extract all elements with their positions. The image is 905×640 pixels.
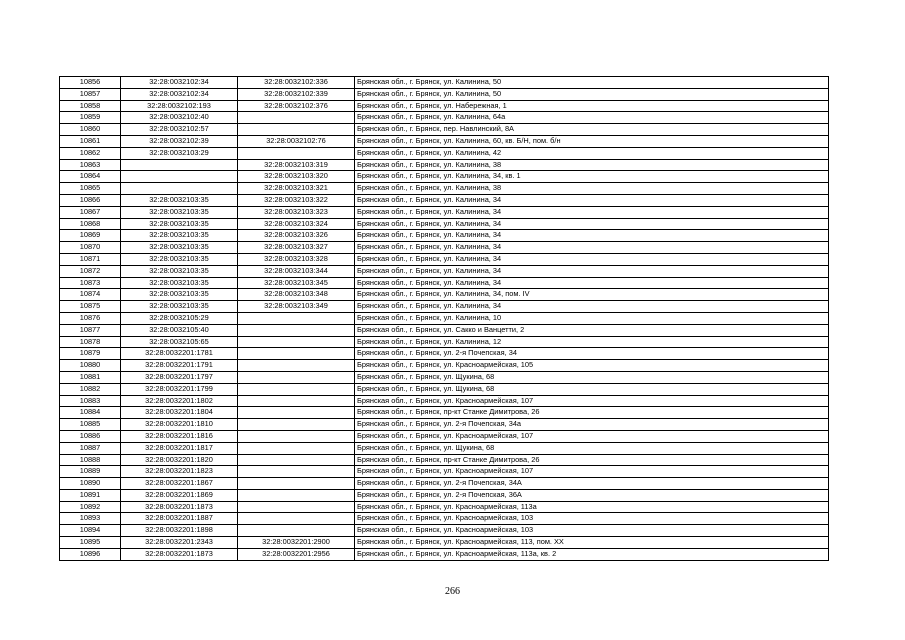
table-row (60, 525, 829, 537)
row-number-cell: 10886 (60, 430, 121, 442)
parcel-cadastral-number-cell: 32:28:0032201:1802 (121, 395, 238, 407)
address-cell: Брянская обл., г. Брянск, ул. Калинина, 34 (355, 253, 829, 265)
object-cadastral-number-cell: 32:28:0032201:2956 (238, 548, 355, 560)
parcel-cadastral-number-cell: 32:28:0032201:1791 (121, 360, 238, 372)
parcel-cadastral-number-cell: 32:28:0032201:1797 (121, 371, 238, 383)
table-row (60, 159, 829, 171)
parcel-cadastral-number-cell: 32:28:0032201:1799 (121, 383, 238, 395)
table-row (60, 513, 829, 525)
parcel-cadastral-number-cell: 32:28:0032103:35 (121, 253, 238, 265)
table-row (60, 324, 829, 336)
address-cell: Брянская обл., г. Брянск, ул. Красноармейская, 113а, кв. 2 (355, 548, 829, 560)
table-row (60, 88, 829, 100)
row-number-cell: 10866 (60, 194, 121, 206)
row-number-cell: 10860 (60, 124, 121, 136)
address-cell: Брянская обл., г. Брянск, пр-кт Станке Димитрова, 26 (355, 454, 829, 466)
address-cell: Брянская обл., г. Брянск, пр-кт Станке Димитрова, 26 (355, 407, 829, 419)
row-number-cell: 10889 (60, 466, 121, 478)
row-number-cell: 10865 (60, 183, 121, 195)
row-number-cell: 10862 (60, 147, 121, 159)
table-row (60, 289, 829, 301)
parcel-cadastral-number-cell: 32:28:0032201:1898 (121, 525, 238, 537)
table-row (60, 407, 829, 419)
row-number-cell: 10868 (60, 218, 121, 230)
address-cell: Брянская обл., г. Брянск, ул. 2-я Почепская, 34 (355, 348, 829, 360)
address-cell: Брянская обл., г. Брянск, ул. Красноармейская, 103 (355, 513, 829, 525)
parcel-cadastral-number-cell: 32:28:0032103:35 (121, 277, 238, 289)
table-row (60, 147, 829, 159)
address-cell: Брянская обл., г. Брянск, ул. Набережная, 1 (355, 100, 829, 112)
object-cadastral-number-cell (238, 501, 355, 513)
address-cell: Брянская обл., г. Брянск, ул. Красноармейская, 107 (355, 395, 829, 407)
parcel-cadastral-number-cell: 32:28:0032102:34 (121, 88, 238, 100)
object-cadastral-number-cell (238, 513, 355, 525)
row-number-cell: 10883 (60, 395, 121, 407)
table-row (60, 124, 829, 136)
address-cell: Брянская обл., г. Брянск, ул. Щукина, 68 (355, 371, 829, 383)
parcel-cadastral-number-cell: 32:28:0032201:1810 (121, 419, 238, 431)
table-row (60, 501, 829, 513)
parcel-cadastral-number-cell (121, 183, 238, 195)
address-cell: Брянская обл., г. Брянск, ул. 2-я Почепская, 34А (355, 478, 829, 490)
table-row (60, 265, 829, 277)
row-number-cell: 10876 (60, 312, 121, 324)
object-cadastral-number-cell: 32:28:0032103:324 (238, 218, 355, 230)
address-cell: Брянская обл., г. Брянск, ул. Калинина, 34 (355, 242, 829, 254)
table-row (60, 454, 829, 466)
address-cell: Брянская обл., г. Брянск, ул. Калинина, 34 (355, 206, 829, 218)
row-number-cell: 10874 (60, 289, 121, 301)
row-number-cell: 10867 (60, 206, 121, 218)
table-row (60, 100, 829, 112)
parcel-cadastral-number-cell: 32:28:0032103:35 (121, 230, 238, 242)
parcel-cadastral-number-cell: 32:28:0032201:1873 (121, 548, 238, 560)
row-number-cell: 10896 (60, 548, 121, 560)
row-number-cell: 10881 (60, 371, 121, 383)
table-row (60, 230, 829, 242)
row-number-cell: 10884 (60, 407, 121, 419)
address-cell: Брянская обл., г. Брянск, ул. 2-я Почепская, 36А (355, 489, 829, 501)
table-row (60, 336, 829, 348)
parcel-cadastral-number-cell: 32:28:0032201:1869 (121, 489, 238, 501)
parcel-cadastral-number-cell: 32:28:0032102:57 (121, 124, 238, 136)
parcel-cadastral-number-cell: 32:28:0032201:1820 (121, 454, 238, 466)
row-number-cell: 10895 (60, 537, 121, 549)
address-cell: Брянская обл., г. Брянск, ул. Калинина, 12 (355, 336, 829, 348)
table-row (60, 112, 829, 124)
object-cadastral-number-cell: 32:28:0032103:327 (238, 242, 355, 254)
parcel-cadastral-number-cell: 32:28:0032103:35 (121, 289, 238, 301)
parcel-cadastral-number-cell: 32:28:0032105:65 (121, 336, 238, 348)
address-cell: Брянская обл., г. Брянск, ул. Калинина, 60, кв. Б/Н, пом. б/н (355, 135, 829, 147)
row-number-cell: 10861 (60, 135, 121, 147)
object-cadastral-number-cell: 32:28:0032102:376 (238, 100, 355, 112)
parcel-cadastral-number-cell: 32:28:0032201:1781 (121, 348, 238, 360)
address-cell: Брянская обл., г. Брянск, ул. Калинина, 50 (355, 77, 829, 89)
row-number-cell: 10878 (60, 336, 121, 348)
address-cell: Брянская обл., г. Брянск, ул. Красноармейская, 107 (355, 430, 829, 442)
table-row (60, 395, 829, 407)
table-row (60, 253, 829, 265)
object-cadastral-number-cell (238, 419, 355, 431)
object-cadastral-number-cell: 32:28:0032103:321 (238, 183, 355, 195)
row-number-cell: 10880 (60, 360, 121, 372)
parcel-cadastral-number-cell: 32:28:0032201:1817 (121, 442, 238, 454)
row-number-cell: 10864 (60, 171, 121, 183)
parcel-cadastral-number-cell: 32:28:0032201:1867 (121, 478, 238, 490)
row-number-cell: 10893 (60, 513, 121, 525)
address-cell: Брянская обл., г. Брянск, ул. Калинина, 38 (355, 159, 829, 171)
object-cadastral-number-cell (238, 525, 355, 537)
parcel-cadastral-number-cell: 32:28:0032102:193 (121, 100, 238, 112)
row-number-cell: 10892 (60, 501, 121, 513)
table-row (60, 489, 829, 501)
address-cell: Брянская обл., г. Брянск, ул. Красноармейская, 113, пом. XX (355, 537, 829, 549)
object-cadastral-number-cell: 32:28:0032103:323 (238, 206, 355, 218)
row-number-cell: 10856 (60, 77, 121, 89)
table-row (60, 183, 829, 195)
parcel-cadastral-number-cell (121, 171, 238, 183)
address-cell: Брянская обл., г. Брянск, ул. Щукина, 68 (355, 442, 829, 454)
address-cell: Брянская обл., г. Брянск, ул. Калинина, 34 (355, 301, 829, 313)
object-cadastral-number-cell: 32:28:0032103:348 (238, 289, 355, 301)
object-cadastral-number-cell (238, 360, 355, 372)
parcel-cadastral-number-cell: 32:28:0032103:35 (121, 301, 238, 313)
address-cell: Брянская обл., г. Брянск, ул. Калинина, 34 (355, 265, 829, 277)
table-row (60, 466, 829, 478)
parcel-cadastral-number-cell: 32:28:0032105:40 (121, 324, 238, 336)
row-number-cell: 10891 (60, 489, 121, 501)
table-row (60, 312, 829, 324)
table-row (60, 371, 829, 383)
parcel-cadastral-number-cell: 32:28:0032102:34 (121, 77, 238, 89)
object-cadastral-number-cell (238, 112, 355, 124)
address-cell: Брянская обл., г. Брянск, ул. Калинина, 50 (355, 88, 829, 100)
table-row (60, 218, 829, 230)
row-number-cell: 10859 (60, 112, 121, 124)
row-number-cell: 10869 (60, 230, 121, 242)
address-cell: Брянская обл., г. Брянск, пер. Навлинский, 8А (355, 124, 829, 136)
table-row (60, 360, 829, 372)
parcel-cadastral-number-cell: 32:28:0032103:35 (121, 206, 238, 218)
object-cadastral-number-cell (238, 407, 355, 419)
object-cadastral-number-cell: 32:28:0032103:322 (238, 194, 355, 206)
table-row (60, 301, 829, 313)
table-row (60, 242, 829, 254)
parcel-cadastral-number-cell (121, 159, 238, 171)
address-cell: Брянская обл., г. Брянск, ул. Красноармейская, 113а (355, 501, 829, 513)
parcel-cadastral-number-cell: 32:28:0032102:39 (121, 135, 238, 147)
object-cadastral-number-cell (238, 336, 355, 348)
object-cadastral-number-cell (238, 124, 355, 136)
object-cadastral-number-cell: 32:28:0032102:339 (238, 88, 355, 100)
object-cadastral-number-cell (238, 147, 355, 159)
row-number-cell: 10857 (60, 88, 121, 100)
table-row (60, 442, 829, 454)
parcel-cadastral-number-cell: 32:28:0032103:35 (121, 265, 238, 277)
parcel-cadastral-number-cell: 32:28:0032103:29 (121, 147, 238, 159)
parcel-cadastral-number-cell: 32:28:0032105:29 (121, 312, 238, 324)
row-number-cell: 10890 (60, 478, 121, 490)
table-row (60, 171, 829, 183)
row-number-cell: 10875 (60, 301, 121, 313)
object-cadastral-number-cell: 32:28:0032201:2900 (238, 537, 355, 549)
object-cadastral-number-cell: 32:28:0032103:319 (238, 159, 355, 171)
parcel-cadastral-number-cell: 32:28:0032201:1873 (121, 501, 238, 513)
object-cadastral-number-cell: 32:28:0032103:344 (238, 265, 355, 277)
registry-table-body (60, 77, 829, 561)
object-cadastral-number-cell: 32:28:0032103:326 (238, 230, 355, 242)
table-row (60, 383, 829, 395)
object-cadastral-number-cell (238, 442, 355, 454)
property-registry-table (59, 76, 829, 561)
row-number-cell: 10882 (60, 383, 121, 395)
object-cadastral-number-cell (238, 312, 355, 324)
row-number-cell: 10858 (60, 100, 121, 112)
table-row (60, 277, 829, 289)
parcel-cadastral-number-cell: 32:28:0032103:35 (121, 218, 238, 230)
object-cadastral-number-cell: 32:28:0032102:336 (238, 77, 355, 89)
address-cell: Брянская обл., г. Брянск, ул. Щукина, 68 (355, 383, 829, 395)
object-cadastral-number-cell (238, 478, 355, 490)
row-number-cell: 10885 (60, 419, 121, 431)
parcel-cadastral-number-cell: 32:28:0032201:1887 (121, 513, 238, 525)
address-cell: Брянская обл., г. Брянск, ул. Калинина, 64а (355, 112, 829, 124)
parcel-cadastral-number-cell: 32:28:0032201:1816 (121, 430, 238, 442)
address-cell: Брянская обл., г. Брянск, ул. Красноармейская, 105 (355, 360, 829, 372)
row-number-cell: 10870 (60, 242, 121, 254)
object-cadastral-number-cell (238, 489, 355, 501)
parcel-cadastral-number-cell: 32:28:0032103:35 (121, 194, 238, 206)
parcel-cadastral-number-cell: 32:28:0032201:1823 (121, 466, 238, 478)
row-number-cell: 10887 (60, 442, 121, 454)
address-cell: Брянская обл., г. Брянск, ул. Сакко и Ванцетти, 2 (355, 324, 829, 336)
table-row (60, 77, 829, 89)
row-number-cell: 10877 (60, 324, 121, 336)
address-cell: Брянская обл., г. Брянск, ул. Калинина, 34 (355, 218, 829, 230)
row-number-cell: 10872 (60, 265, 121, 277)
table-row (60, 194, 829, 206)
parcel-cadastral-number-cell: 32:28:0032201:1804 (121, 407, 238, 419)
object-cadastral-number-cell: 32:28:0032103:349 (238, 301, 355, 313)
table-row (60, 135, 829, 147)
object-cadastral-number-cell (238, 348, 355, 360)
object-cadastral-number-cell (238, 395, 355, 407)
table-row (60, 348, 829, 360)
row-number-cell: 10879 (60, 348, 121, 360)
table-row (60, 537, 829, 549)
table-row (60, 419, 829, 431)
object-cadastral-number-cell: 32:28:0032103:345 (238, 277, 355, 289)
address-cell: Брянская обл., г. Брянск, ул. Калинина, 34 (355, 194, 829, 206)
address-cell: Брянская обл., г. Брянск, ул. Калинина, 34, кв. 1 (355, 171, 829, 183)
parcel-cadastral-number-cell: 32:28:0032103:35 (121, 242, 238, 254)
object-cadastral-number-cell (238, 466, 355, 478)
row-number-cell: 10863 (60, 159, 121, 171)
address-cell: Брянская обл., г. Брянск, ул. Калинина, 42 (355, 147, 829, 159)
address-cell: Брянская обл., г. Брянск, ул. Калинина, 34, пом. IV (355, 289, 829, 301)
table-row (60, 430, 829, 442)
object-cadastral-number-cell (238, 383, 355, 395)
object-cadastral-number-cell (238, 454, 355, 466)
table-row (60, 478, 829, 490)
object-cadastral-number-cell (238, 371, 355, 383)
object-cadastral-number-cell: 32:28:0032102:76 (238, 135, 355, 147)
row-number-cell: 10873 (60, 277, 121, 289)
address-cell: Брянская обл., г. Брянск, ул. Калинина, 10 (355, 312, 829, 324)
parcel-cadastral-number-cell: 32:28:0032102:40 (121, 112, 238, 124)
address-cell: Брянская обл., г. Брянск, ул. Калинина, 34 (355, 230, 829, 242)
object-cadastral-number-cell (238, 324, 355, 336)
row-number-cell: 10894 (60, 525, 121, 537)
table-row (60, 206, 829, 218)
row-number-cell: 10888 (60, 454, 121, 466)
parcel-cadastral-number-cell: 32:28:0032201:2343 (121, 537, 238, 549)
address-cell: Брянская обл., г. Брянск, ул. Красноармейская, 103 (355, 525, 829, 537)
address-cell: Брянская обл., г. Брянск, ул. Калинина, 38 (355, 183, 829, 195)
object-cadastral-number-cell: 32:28:0032103:328 (238, 253, 355, 265)
object-cadastral-number-cell: 32:28:0032103:320 (238, 171, 355, 183)
row-number-cell: 10871 (60, 253, 121, 265)
address-cell: Брянская обл., г. Брянск, ул. Калинина, 34 (355, 277, 829, 289)
table-row (60, 548, 829, 560)
address-cell: Брянская обл., г. Брянск, ул. 2-я Почепская, 34а (355, 419, 829, 431)
page-number: 266 (445, 586, 460, 597)
address-cell: Брянская обл., г. Брянск, ул. Красноармейская, 107 (355, 466, 829, 478)
object-cadastral-number-cell (238, 430, 355, 442)
